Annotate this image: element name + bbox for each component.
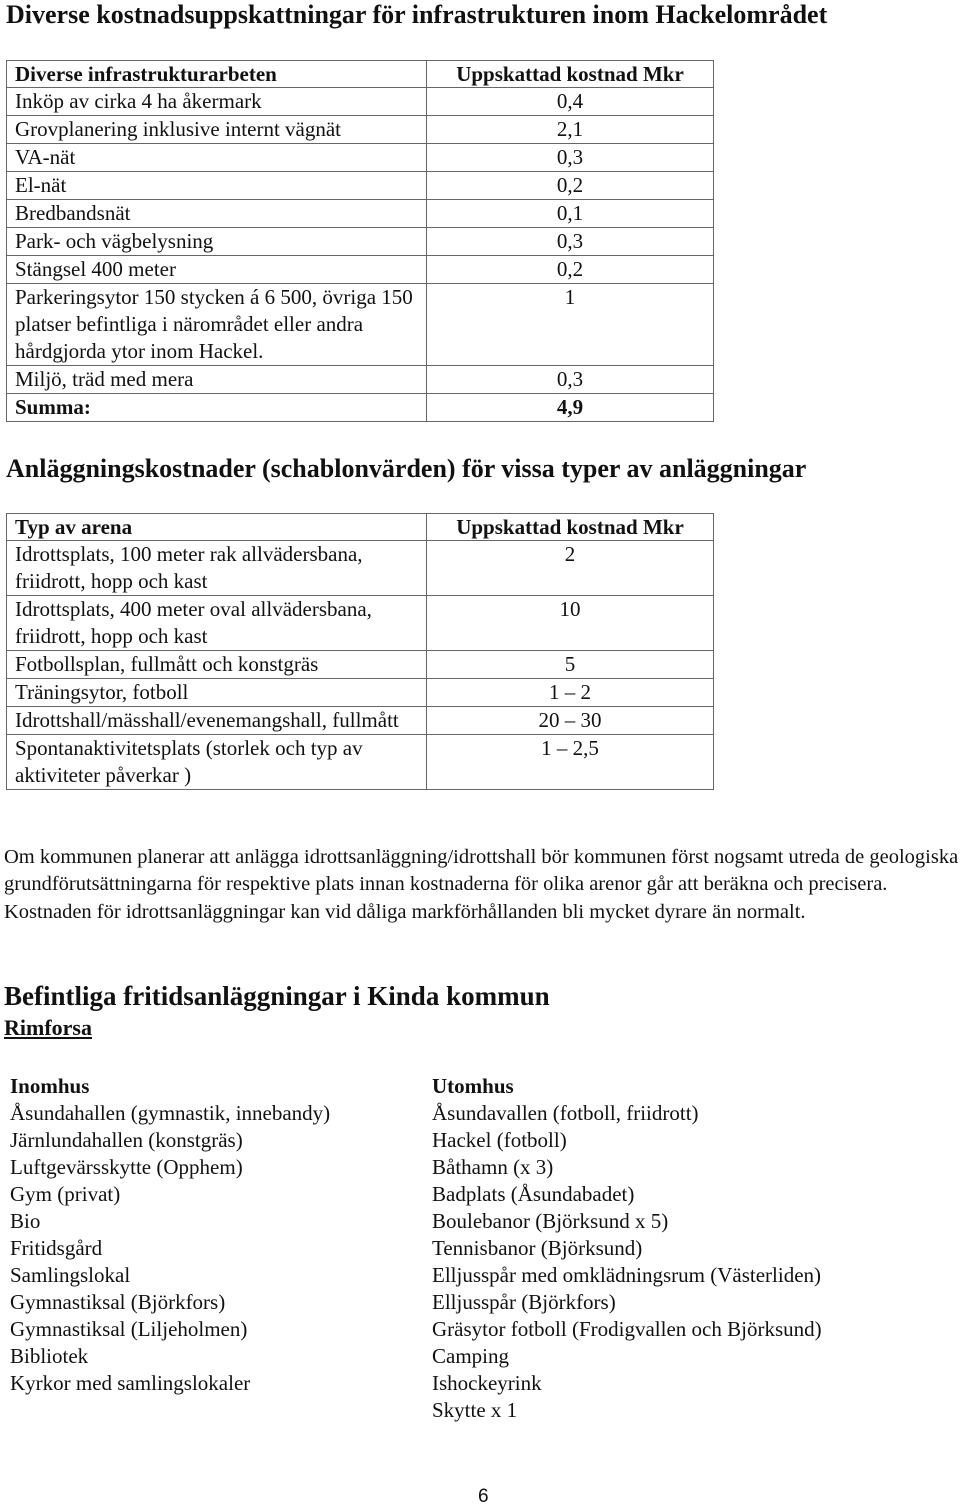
outdoor-title: Utomhus: [432, 1074, 514, 1098]
list-item: Elljusspår (Björkfors): [432, 1290, 616, 1314]
table-cell-cost: 20 – 30: [427, 707, 714, 735]
table-sum-row: [7, 394, 714, 422]
table-row: [7, 144, 714, 172]
list-item: Båthamn (x 3): [432, 1155, 554, 1179]
list-item: Elljusspår med omklädningsrum (Västerliden): [432, 1263, 822, 1287]
list-item: Åsundahallen (gymnastik, innebandy): [10, 1101, 331, 1125]
table-row: [7, 172, 714, 200]
list-item: Järnlundahallen (konstgräs): [10, 1128, 243, 1152]
table-row: [7, 228, 714, 256]
table-row: [7, 735, 714, 790]
table-cell-arena: Idrottsplats, 400 meter oval allvädersbana, friidrott, hopp och kast: [7, 596, 427, 651]
table-cell-item: Parkeringsytor 150 stycken á 6 500, övriga 150 platser befintliga i närområdet eller andra hårdgjorda ytor inom Hackel.: [7, 284, 427, 366]
list-item: Gymnastiksal (Björkfors): [10, 1290, 226, 1314]
table-cell-cost: 0,2: [427, 256, 714, 284]
table-row: [7, 679, 714, 707]
table-cell-arena: Idrottsplats, 100 meter rak allvädersbana, friidrott, hopp och kast: [7, 541, 427, 596]
page-number: 6: [478, 1486, 489, 1507]
table-cell-item: Inköp av cirka 4 ha åkermark: [7, 88, 427, 116]
list-item: Gräsytor fotboll (Frodigvallen och Björksund): [432, 1317, 822, 1341]
sum-value: 4,9: [427, 394, 714, 422]
column-header-arena-type: Typ av arena: [7, 514, 427, 541]
table-row: [7, 200, 714, 228]
column-header-cost: Uppskattad kostnad Mkr: [427, 61, 714, 88]
list-item: Boulebanor (Björksund x 5): [432, 1209, 669, 1233]
table-cell-item: Stängsel 400 meter: [7, 256, 427, 284]
table-cell-arena: Idrottshall/mässhall/evenemangshall, fullmått: [7, 707, 427, 735]
table-cell-arena: Fotbollsplan, fullmått och konstgräs: [7, 651, 427, 679]
table-cell-item: Miljö, träd med mera: [7, 366, 427, 394]
indoor-list: [10, 1073, 330, 1397]
table-row: [7, 541, 714, 596]
subtitle-rimforsa: Rimforsa: [4, 1015, 92, 1040]
list-item: Åsundavallen (fotboll, friidrott): [432, 1101, 699, 1125]
list-item: Samlingslokal: [10, 1263, 131, 1287]
column-header-item: Diverse infrastrukturarbeten: [7, 61, 427, 88]
body-paragraph: Om kommunen planerar att anlägga idrottsanläggning/idrottshall bör kommunen först nogsamt utreda de geologiska grundförutsättningarna för respektive plats innan kostnaderna för olika arenor går att beräkna och precisera. Kostnaden för idrottsanläggningar kan vid dåliga markförhållanden bli mycket dyrare än normalt.: [4, 846, 959, 923]
outdoor-list: [432, 1073, 822, 1424]
list-item: Badplats (Åsundabadet): [432, 1182, 635, 1206]
table-cell-cost: 0,1: [427, 200, 714, 228]
table-cell-cost: 1 – 2: [427, 679, 714, 707]
table-cell-cost: 1 – 2,5: [427, 735, 714, 790]
list-item: Gymnastiksal (Liljeholmen): [10, 1317, 248, 1341]
list-item: Gym (privat): [10, 1182, 121, 1206]
section-title-facility-costs: Anläggningskostnader (schablonvärden) för vissa typer av anläggningar: [6, 454, 807, 483]
table-cell-item: Bredbandsnät: [7, 200, 427, 228]
table-cell-cost: 0,3: [427, 144, 714, 172]
list-item: Hackel (fotboll): [432, 1128, 567, 1152]
table-row: [7, 707, 714, 735]
table-cell-cost: 0,2: [427, 172, 714, 200]
sum-label: Summa:: [7, 394, 427, 422]
table-cell-item: Park- och vägbelysning: [7, 228, 427, 256]
table-cell-item: Grovplanering inklusive internt vägnät: [7, 116, 427, 144]
table-cell-cost: 2,1: [427, 116, 714, 144]
table-cell-arena: Spontanaktivitetsplats (storlek och typ av aktiviteter påverkar ): [7, 735, 427, 790]
table-row: [7, 284, 714, 366]
table-cell-cost: 10: [427, 596, 714, 651]
table-row: [7, 596, 714, 651]
indoor-title: Inomhus: [10, 1074, 90, 1098]
table-row: [7, 88, 714, 116]
table-row: [7, 651, 714, 679]
facility-cost-table: [6, 513, 714, 790]
table-header-row: [7, 61, 714, 88]
list-item: Tennisbanor (Björksund): [432, 1236, 643, 1260]
list-item: Bio: [10, 1209, 41, 1233]
table-header-row: [7, 514, 714, 541]
table-row: [7, 366, 714, 394]
list-item: Bibliotek: [10, 1344, 89, 1368]
list-item: Skytte x 1: [432, 1398, 518, 1422]
table-cell-cost: 1: [427, 284, 714, 366]
section-title-infrastructure: Diverse kostnadsuppskattningar för infrastrukturen inom Hackelområdet: [6, 0, 828, 29]
table-cell-item: El-nät: [7, 172, 427, 200]
table-cell-arena: Träningsytor, fotboll: [7, 679, 427, 707]
table-cell-cost: 0,3: [427, 228, 714, 256]
table-cell-cost: 0,3: [427, 366, 714, 394]
list-item: Ishockeyrink: [432, 1371, 542, 1395]
list-item: Kyrkor med samlingslokaler: [10, 1371, 251, 1395]
table-cell-cost: 2: [427, 541, 714, 596]
column-header-cost: Uppskattad kostnad Mkr: [427, 514, 714, 541]
list-item: Luftgevärsskytte (Opphem): [10, 1155, 243, 1179]
table-row: [7, 116, 714, 144]
list-item: Camping: [432, 1344, 509, 1368]
infrastructure-cost-table: [6, 60, 714, 422]
table-cell-cost: 5: [427, 651, 714, 679]
table-cell-item: VA-nät: [7, 144, 427, 172]
list-item: Fritidsgård: [10, 1236, 103, 1260]
table-cell-cost: 0,4: [427, 88, 714, 116]
section-title-existing-facilities: Befintliga fritidsanläggningar i Kinda kommun: [4, 981, 550, 1011]
table-row: [7, 256, 714, 284]
